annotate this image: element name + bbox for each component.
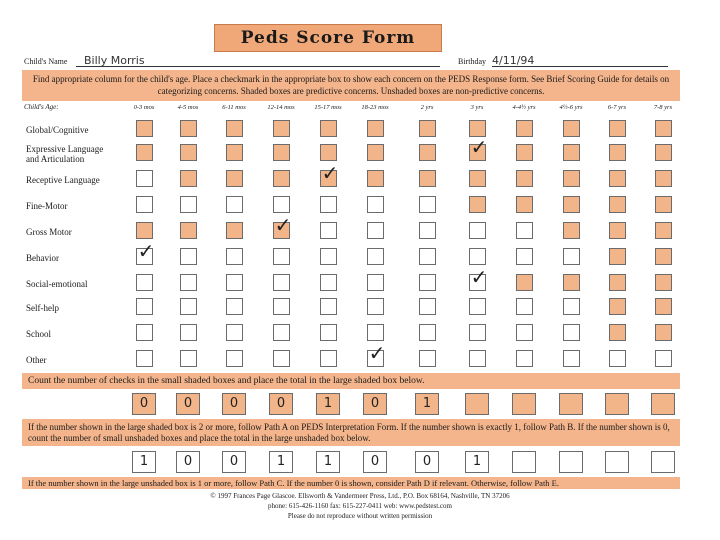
concern-checkbox[interactable] (226, 196, 243, 213)
shaded-total-box[interactable] (176, 393, 200, 415)
shaded-total-box[interactable] (651, 393, 675, 415)
concern-checkbox[interactable] (563, 170, 580, 187)
checkmark-icon: ✓ (470, 135, 488, 159)
concern-checkbox[interactable] (419, 196, 436, 213)
concern-checkbox[interactable] (320, 222, 337, 239)
instructions-text: Find appropriate column for the child's age. Place a checkmark in the appropriate box to show each concern on the PEDS Response form. See Brief Scoring Guide for details on categorizing concerns. Shaded boxes are predictive concerns. Unshaded boxes are non-predictive concerns. (32, 74, 670, 96)
concern-checkbox[interactable] (516, 324, 533, 341)
unshaded-total-box-value: 0 (183, 454, 193, 469)
concern-checkbox[interactable] (367, 248, 384, 265)
concern-row-label: School (26, 329, 52, 339)
concern-checkbox[interactable] (180, 222, 197, 239)
concern-checkbox[interactable] (367, 274, 384, 291)
shaded-total-box[interactable] (559, 393, 583, 415)
shaded-total-box[interactable] (222, 393, 246, 415)
shaded-total-box-value: 0 (183, 396, 193, 411)
concern-checkbox[interactable] (320, 196, 337, 213)
concern-checkbox[interactable] (273, 144, 290, 161)
concern-checkbox[interactable] (655, 274, 672, 291)
concern-checkbox[interactable] (419, 144, 436, 161)
concern-checkbox[interactable] (516, 298, 533, 315)
concern-row-label: Global/Cognitive (26, 125, 89, 135)
unshaded-total-box[interactable] (363, 451, 387, 473)
unshaded-total-box-value: 0 (229, 454, 239, 469)
instructions-band (22, 70, 680, 101)
concern-checkbox[interactable] (419, 350, 436, 367)
concern-checkbox[interactable] (609, 350, 626, 367)
shaded-total-box-value: 0 (276, 396, 286, 411)
concern-checkbox[interactable] (516, 350, 533, 367)
concern-checkbox[interactable] (273, 196, 290, 213)
concern-checkbox[interactable] (367, 341, 386, 367)
concern-checkbox[interactable] (563, 222, 580, 239)
concern-checkbox[interactable] (180, 248, 197, 265)
contact-info: phone: 615-426-1160 fax: 615-227-0411 web: www.pedstest.com (268, 502, 452, 510)
concern-checkbox[interactable] (469, 248, 486, 265)
count-shaded-text: Count the number of checks in the small shaded boxes and place the total in the large shaded box below. (28, 376, 425, 386)
concern-row-label: Other (26, 355, 47, 365)
concern-checkbox[interactable] (609, 120, 626, 137)
age-column-header: 6-11 mos (222, 104, 246, 111)
concern-checkbox[interactable] (469, 324, 486, 341)
concern-checkbox[interactable] (136, 298, 153, 315)
concern-checkbox[interactable] (367, 144, 384, 161)
concern-checkbox[interactable] (655, 170, 672, 187)
unshaded-total-box[interactable] (512, 451, 536, 473)
concern-row-label: Fine-Motor (26, 201, 68, 211)
concern-checkbox[interactable] (563, 144, 580, 161)
concern-checkbox[interactable] (469, 265, 488, 291)
concern-checkbox[interactable] (136, 120, 153, 137)
form-title: Peds Score Form (214, 24, 442, 52)
concern-checkbox[interactable] (609, 196, 626, 213)
unshaded-total-box[interactable] (559, 451, 583, 473)
unshaded-total-box-value: 1 (276, 454, 286, 469)
age-column-header: 2 yrs (420, 104, 434, 111)
birthday-label: Birthday (458, 57, 486, 66)
count-shaded-band (22, 373, 680, 389)
concern-checkbox[interactable] (419, 274, 436, 291)
concern-checkbox[interactable] (655, 222, 672, 239)
age-column-header: 6-7 yrs (607, 104, 627, 111)
concern-checkbox[interactable] (563, 324, 580, 341)
concern-checkbox[interactable] (516, 144, 533, 161)
unshaded-total-box[interactable] (415, 451, 439, 473)
unshaded-total-box-value: 0 (370, 454, 380, 469)
concern-checkbox[interactable] (226, 170, 243, 187)
concern-checkbox[interactable] (180, 170, 197, 187)
concern-checkbox[interactable] (469, 170, 486, 187)
unshaded-total-box[interactable] (222, 451, 246, 473)
concern-checkbox[interactable] (516, 120, 533, 137)
age-column-header: 18-23 mos (361, 104, 389, 111)
concern-checkbox[interactable] (180, 324, 197, 341)
concern-checkbox[interactable] (609, 298, 626, 315)
child-name-label: Child's Name (24, 57, 68, 66)
child-name-value[interactable]: Billy Morris (84, 54, 145, 67)
concern-checkbox[interactable] (563, 274, 580, 291)
checkmark-icon: ✓ (137, 239, 155, 263)
concern-checkbox[interactable] (320, 144, 337, 161)
concern-checkbox[interactable] (655, 196, 672, 213)
concern-checkbox[interactable] (136, 222, 153, 239)
checkmark-icon: ✓ (368, 341, 386, 365)
concern-checkbox[interactable] (367, 196, 384, 213)
concern-checkbox[interactable] (609, 144, 626, 161)
unshaded-total-box[interactable] (605, 451, 629, 473)
concern-checkbox[interactable] (419, 170, 436, 187)
concern-checkbox[interactable] (273, 120, 290, 137)
concern-checkbox[interactable] (469, 196, 486, 213)
checkmark-icon: ✓ (274, 213, 292, 237)
concern-checkbox[interactable] (320, 274, 337, 291)
age-column-header: 4½-6 yrs (559, 104, 583, 111)
concern-checkbox[interactable] (136, 350, 153, 367)
concern-checkbox[interactable] (273, 170, 290, 187)
concern-checkbox[interactable] (655, 144, 672, 161)
unshaded-total-box[interactable] (651, 451, 675, 473)
path-instruction-text: If the number shown in the large shaded box is 2 or more, follow Path A on PEDS Interpretation Form. If the number shown is exactly 1, follow Path B. If the number shown is 0, count the number of small unshaded boxes and place the total in the large unshaded box below. (28, 422, 670, 443)
concern-checkbox[interactable] (180, 144, 197, 161)
checkmark-icon: ✓ (321, 161, 339, 185)
concern-checkbox[interactable] (273, 213, 292, 239)
concern-checkbox[interactable] (320, 350, 337, 367)
concern-row-label: Behavior (26, 253, 59, 263)
concern-checkbox[interactable] (367, 324, 384, 341)
age-column-header: 0-3 mos (133, 104, 155, 111)
shaded-total-box-value: 0 (229, 396, 239, 411)
concern-row-label: Expressive Language and Articulation (26, 144, 104, 164)
age-column-header: 4-5 mos (177, 104, 199, 111)
concern-checkbox[interactable] (367, 298, 384, 315)
concern-checkbox[interactable] (367, 222, 384, 239)
concern-checkbox[interactable] (516, 170, 533, 187)
concern-checkbox[interactable] (563, 248, 580, 265)
concern-checkbox[interactable] (469, 298, 486, 315)
unshaded-total-box[interactable] (132, 451, 156, 473)
concern-checkbox[interactable] (419, 248, 436, 265)
concern-checkbox[interactable] (136, 324, 153, 341)
concern-checkbox[interactable] (516, 196, 533, 213)
shaded-total-box-value: 0 (370, 396, 380, 411)
age-label: Child's Age: (24, 103, 59, 111)
concern-checkbox[interactable] (563, 350, 580, 367)
concern-checkbox[interactable] (136, 196, 153, 213)
concern-row-label: Receptive Language (26, 175, 100, 185)
concern-row-label: Gross Motor (26, 227, 72, 237)
age-column-header: 4-4½ yrs (512, 104, 536, 111)
shaded-total-box[interactable] (269, 393, 293, 415)
concern-checkbox[interactable] (273, 274, 290, 291)
concern-checkbox[interactable] (609, 222, 626, 239)
concern-checkbox[interactable] (180, 120, 197, 137)
concern-checkbox[interactable] (655, 350, 672, 367)
unshaded-total-box[interactable] (269, 451, 293, 473)
concern-checkbox[interactable] (655, 298, 672, 315)
concern-checkbox[interactable] (320, 324, 337, 341)
age-column-header: 3 yrs (470, 104, 484, 111)
concern-checkbox[interactable] (516, 222, 533, 239)
concern-checkbox[interactable] (136, 170, 153, 187)
concern-checkbox[interactable] (136, 239, 155, 265)
concern-checkbox[interactable] (226, 298, 243, 315)
concern-checkbox[interactable] (563, 120, 580, 137)
concern-checkbox[interactable] (655, 120, 672, 137)
concern-checkbox[interactable] (469, 222, 486, 239)
concern-checkbox[interactable] (226, 144, 243, 161)
unshaded-total-box[interactable] (465, 451, 489, 473)
concern-checkbox[interactable] (226, 350, 243, 367)
shaded-total-box[interactable] (512, 393, 536, 415)
concern-checkbox[interactable] (136, 274, 153, 291)
concern-checkbox[interactable] (609, 324, 626, 341)
concern-checkbox[interactable] (226, 222, 243, 239)
concern-checkbox[interactable] (516, 248, 533, 265)
concern-checkbox[interactable] (180, 298, 197, 315)
concern-checkbox[interactable] (226, 274, 243, 291)
concern-checkbox[interactable] (320, 298, 337, 315)
concern-checkbox[interactable] (273, 350, 290, 367)
age-column-header: 7-8 yrs (653, 104, 673, 111)
shaded-total-box-value: 1 (323, 396, 333, 411)
concern-checkbox[interactable] (226, 120, 243, 137)
concern-checkbox[interactable] (419, 222, 436, 239)
shaded-total-box[interactable] (132, 393, 156, 415)
shaded-total-box[interactable] (415, 393, 439, 415)
concern-checkbox[interactable] (367, 120, 384, 137)
shaded-total-box[interactable] (316, 393, 340, 415)
unshaded-total-box-value: 1 (472, 454, 482, 469)
concern-checkbox[interactable] (419, 324, 436, 341)
concern-checkbox[interactable] (516, 274, 533, 291)
path-c-band (22, 477, 680, 489)
concern-checkbox[interactable] (563, 298, 580, 315)
concern-checkbox[interactable] (226, 248, 243, 265)
shaded-total-box-value: 1 (422, 396, 432, 411)
concern-checkbox[interactable] (273, 298, 290, 315)
unshaded-total-box-value: 0 (422, 454, 432, 469)
concern-row-label: Social-emotional (26, 279, 88, 289)
shaded-total-box-value: 0 (139, 396, 149, 411)
concern-checkbox[interactable] (180, 350, 197, 367)
concern-checkbox[interactable] (419, 120, 436, 137)
unshaded-total-box-value: 1 (323, 454, 333, 469)
concern-checkbox[interactable] (609, 248, 626, 265)
birthday-value[interactable]: 4/11/94 (492, 54, 535, 67)
concern-checkbox[interactable] (419, 298, 436, 315)
shaded-total-box[interactable] (363, 393, 387, 415)
age-column-header: 15-17 mos (314, 104, 342, 111)
concern-checkbox[interactable] (180, 274, 197, 291)
concern-checkbox[interactable] (469, 135, 488, 161)
concern-checkbox[interactable] (273, 324, 290, 341)
path-c-text: If the number shown in the large unshaded box is 1 or more, follow Path C. If the number 0 is shown, consider Path D if relevant. Otherwise, follow Path E. (28, 478, 559, 488)
unshaded-total-box[interactable] (176, 451, 200, 473)
concern-checkbox[interactable] (609, 170, 626, 187)
shaded-total-box[interactable] (605, 393, 629, 415)
concern-checkbox[interactable] (320, 161, 339, 187)
age-column-header: 12-14 mos (267, 104, 295, 111)
concern-checkbox[interactable] (609, 274, 626, 291)
concern-checkbox[interactable] (273, 248, 290, 265)
permission-note: Please do not reproduce without written permission (287, 512, 433, 520)
concern-row-label: Self-help (26, 303, 59, 313)
concern-checkbox[interactable] (655, 248, 672, 265)
concern-checkbox[interactable] (320, 120, 337, 137)
concern-checkbox[interactable] (226, 324, 243, 341)
concern-checkbox[interactable] (320, 248, 337, 265)
unshaded-total-box[interactable] (316, 451, 340, 473)
shaded-total-box[interactable] (465, 393, 489, 415)
concern-checkbox[interactable] (655, 324, 672, 341)
concern-checkbox[interactable] (469, 350, 486, 367)
path-instruction-band (22, 419, 680, 446)
concern-checkbox[interactable] (136, 144, 153, 161)
checkmark-icon: ✓ (470, 265, 488, 289)
unshaded-total-box-value: 1 (139, 454, 149, 469)
copyright: © 1997 Frances Page Glascoe. Ellsworth & Vandermeer Press, Ltd., P.O. Box 68164, Nashville, TN 37206 (210, 492, 510, 500)
concern-checkbox[interactable] (367, 170, 384, 187)
concern-checkbox[interactable] (180, 196, 197, 213)
concern-checkbox[interactable] (563, 196, 580, 213)
